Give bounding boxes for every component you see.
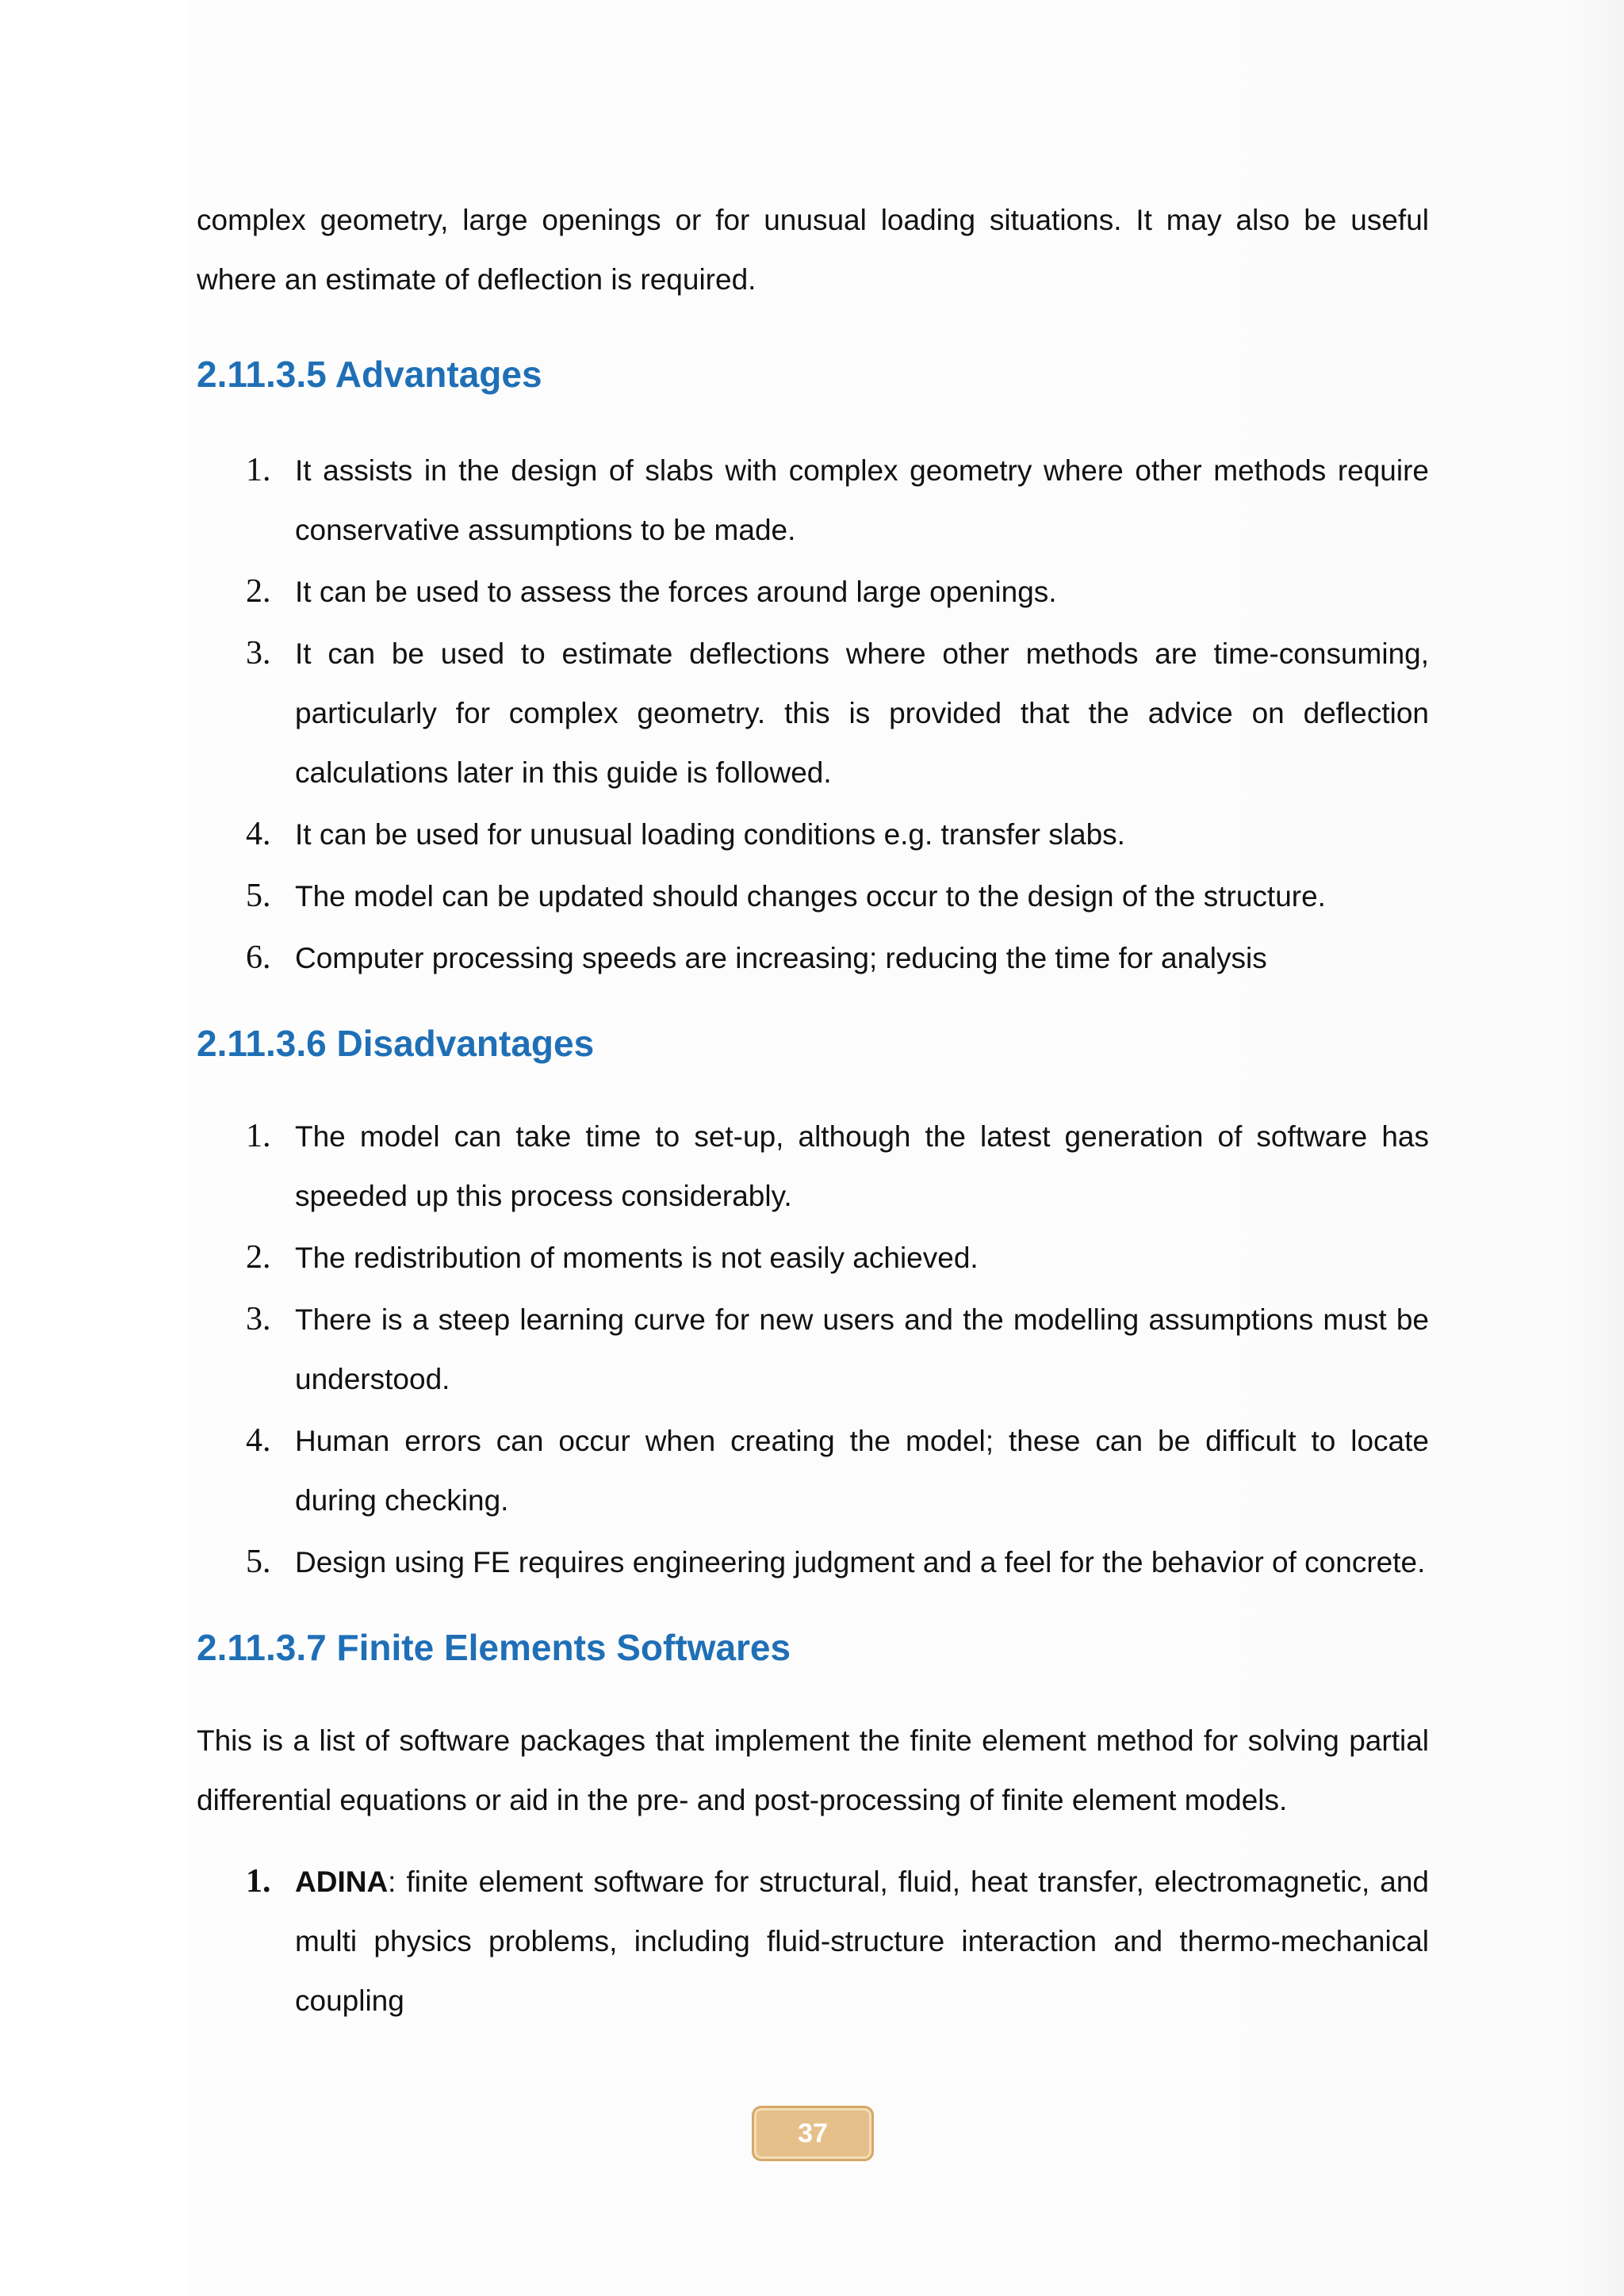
- list-item-text: Design using FE requires engineering judgment and a feel for the behavior of concrete.: [295, 1546, 1426, 1578]
- list-item-text: It assists in the design of slabs with complex geometry where other methods require conservative assumptions to be made.: [295, 454, 1429, 546]
- list-item: [197, 441, 1429, 560]
- list-item: [197, 624, 1429, 802]
- advantages-list: [197, 441, 1429, 988]
- list-item: [197, 805, 1429, 864]
- list-item: [197, 928, 1429, 988]
- list-number: 1.: [246, 452, 271, 488]
- list-item: [197, 1228, 1429, 1288]
- list-number: 2.: [246, 573, 271, 610]
- list-number: 5.: [246, 1544, 271, 1580]
- list-item-text: The model can take time to set-up, although the latest generation of software has speeded up this process considerably.: [295, 1120, 1429, 1212]
- software-name: ADINA: [295, 1866, 389, 1898]
- list-item: [197, 1852, 1429, 2030]
- list-item: [197, 867, 1429, 926]
- softwares-intro-paragraph: This is a list of software packages that implement the finite element method for solving partial differential equations or aid in the pre- and post-processing of finite element models.: [197, 1724, 1429, 1816]
- list-item-text: There is a steep learning curve for new users and the modelling assumptions must be understood.: [295, 1303, 1429, 1395]
- list-item: [197, 1533, 1429, 1592]
- list-number: 4.: [246, 1422, 271, 1459]
- list-number: 2.: [246, 1239, 271, 1276]
- list-number: 4.: [246, 816, 271, 852]
- list-item: [197, 1107, 1429, 1226]
- list-item-text: It can be used for unusual loading conditions e.g. transfer slabs.: [295, 818, 1125, 851]
- list-number: 3.: [246, 635, 271, 672]
- list-number: 1.: [246, 1118, 271, 1154]
- list-item: [197, 1290, 1429, 1409]
- list-item-text: It can be used to estimate deflections where other methods are time-consuming, particularly for complex geometry. this is provided that the advice on deflection calculations later in this guide is followed.: [295, 637, 1429, 789]
- list-item: [197, 562, 1429, 622]
- list-item-text: Computer processing speeds are increasing; reducing the time for analysis: [295, 942, 1267, 974]
- list-item-text: It can be used to assess the forces around large openings.: [295, 576, 1057, 608]
- softwares-list: [197, 1852, 1429, 2030]
- softwares-heading: 2.11.3.7 Finite Elements Softwares: [197, 1627, 791, 1668]
- disadvantages-heading: 2.11.3.6 Disadvantages: [197, 1023, 595, 1064]
- list-number: 3.: [246, 1301, 271, 1337]
- advantages-heading: 2.11.3.5 Advantages: [197, 354, 542, 395]
- list-item: [197, 1411, 1429, 1530]
- list-item-text: The redistribution of moments is not easily achieved.: [295, 1242, 979, 1274]
- list-item-text: Human errors can occur when creating the model; these can be difficult to locate during checking.: [295, 1425, 1429, 1517]
- list-item-text: : finite element software for structural, fluid, heat transfer, electromagnetic, and multi physics problems, including fluid-structure interaction and thermo-mechanical coupling: [295, 1866, 1429, 2017]
- list-number: 5.: [246, 878, 271, 914]
- list-number: 1.: [246, 1863, 271, 1900]
- list-item-text: The model can be updated should changes occur to the design of the structure.: [295, 880, 1326, 913]
- disadvantages-list: [197, 1107, 1429, 1592]
- intro-paragraph: complex geometry, large openings or for unusual loading situations. It may also be useful where an estimate of deflection is required.: [197, 204, 1429, 296]
- page-number-badge: 37: [752, 2106, 874, 2161]
- document-body: [197, 190, 1429, 2033]
- list-number: 6.: [246, 939, 271, 976]
